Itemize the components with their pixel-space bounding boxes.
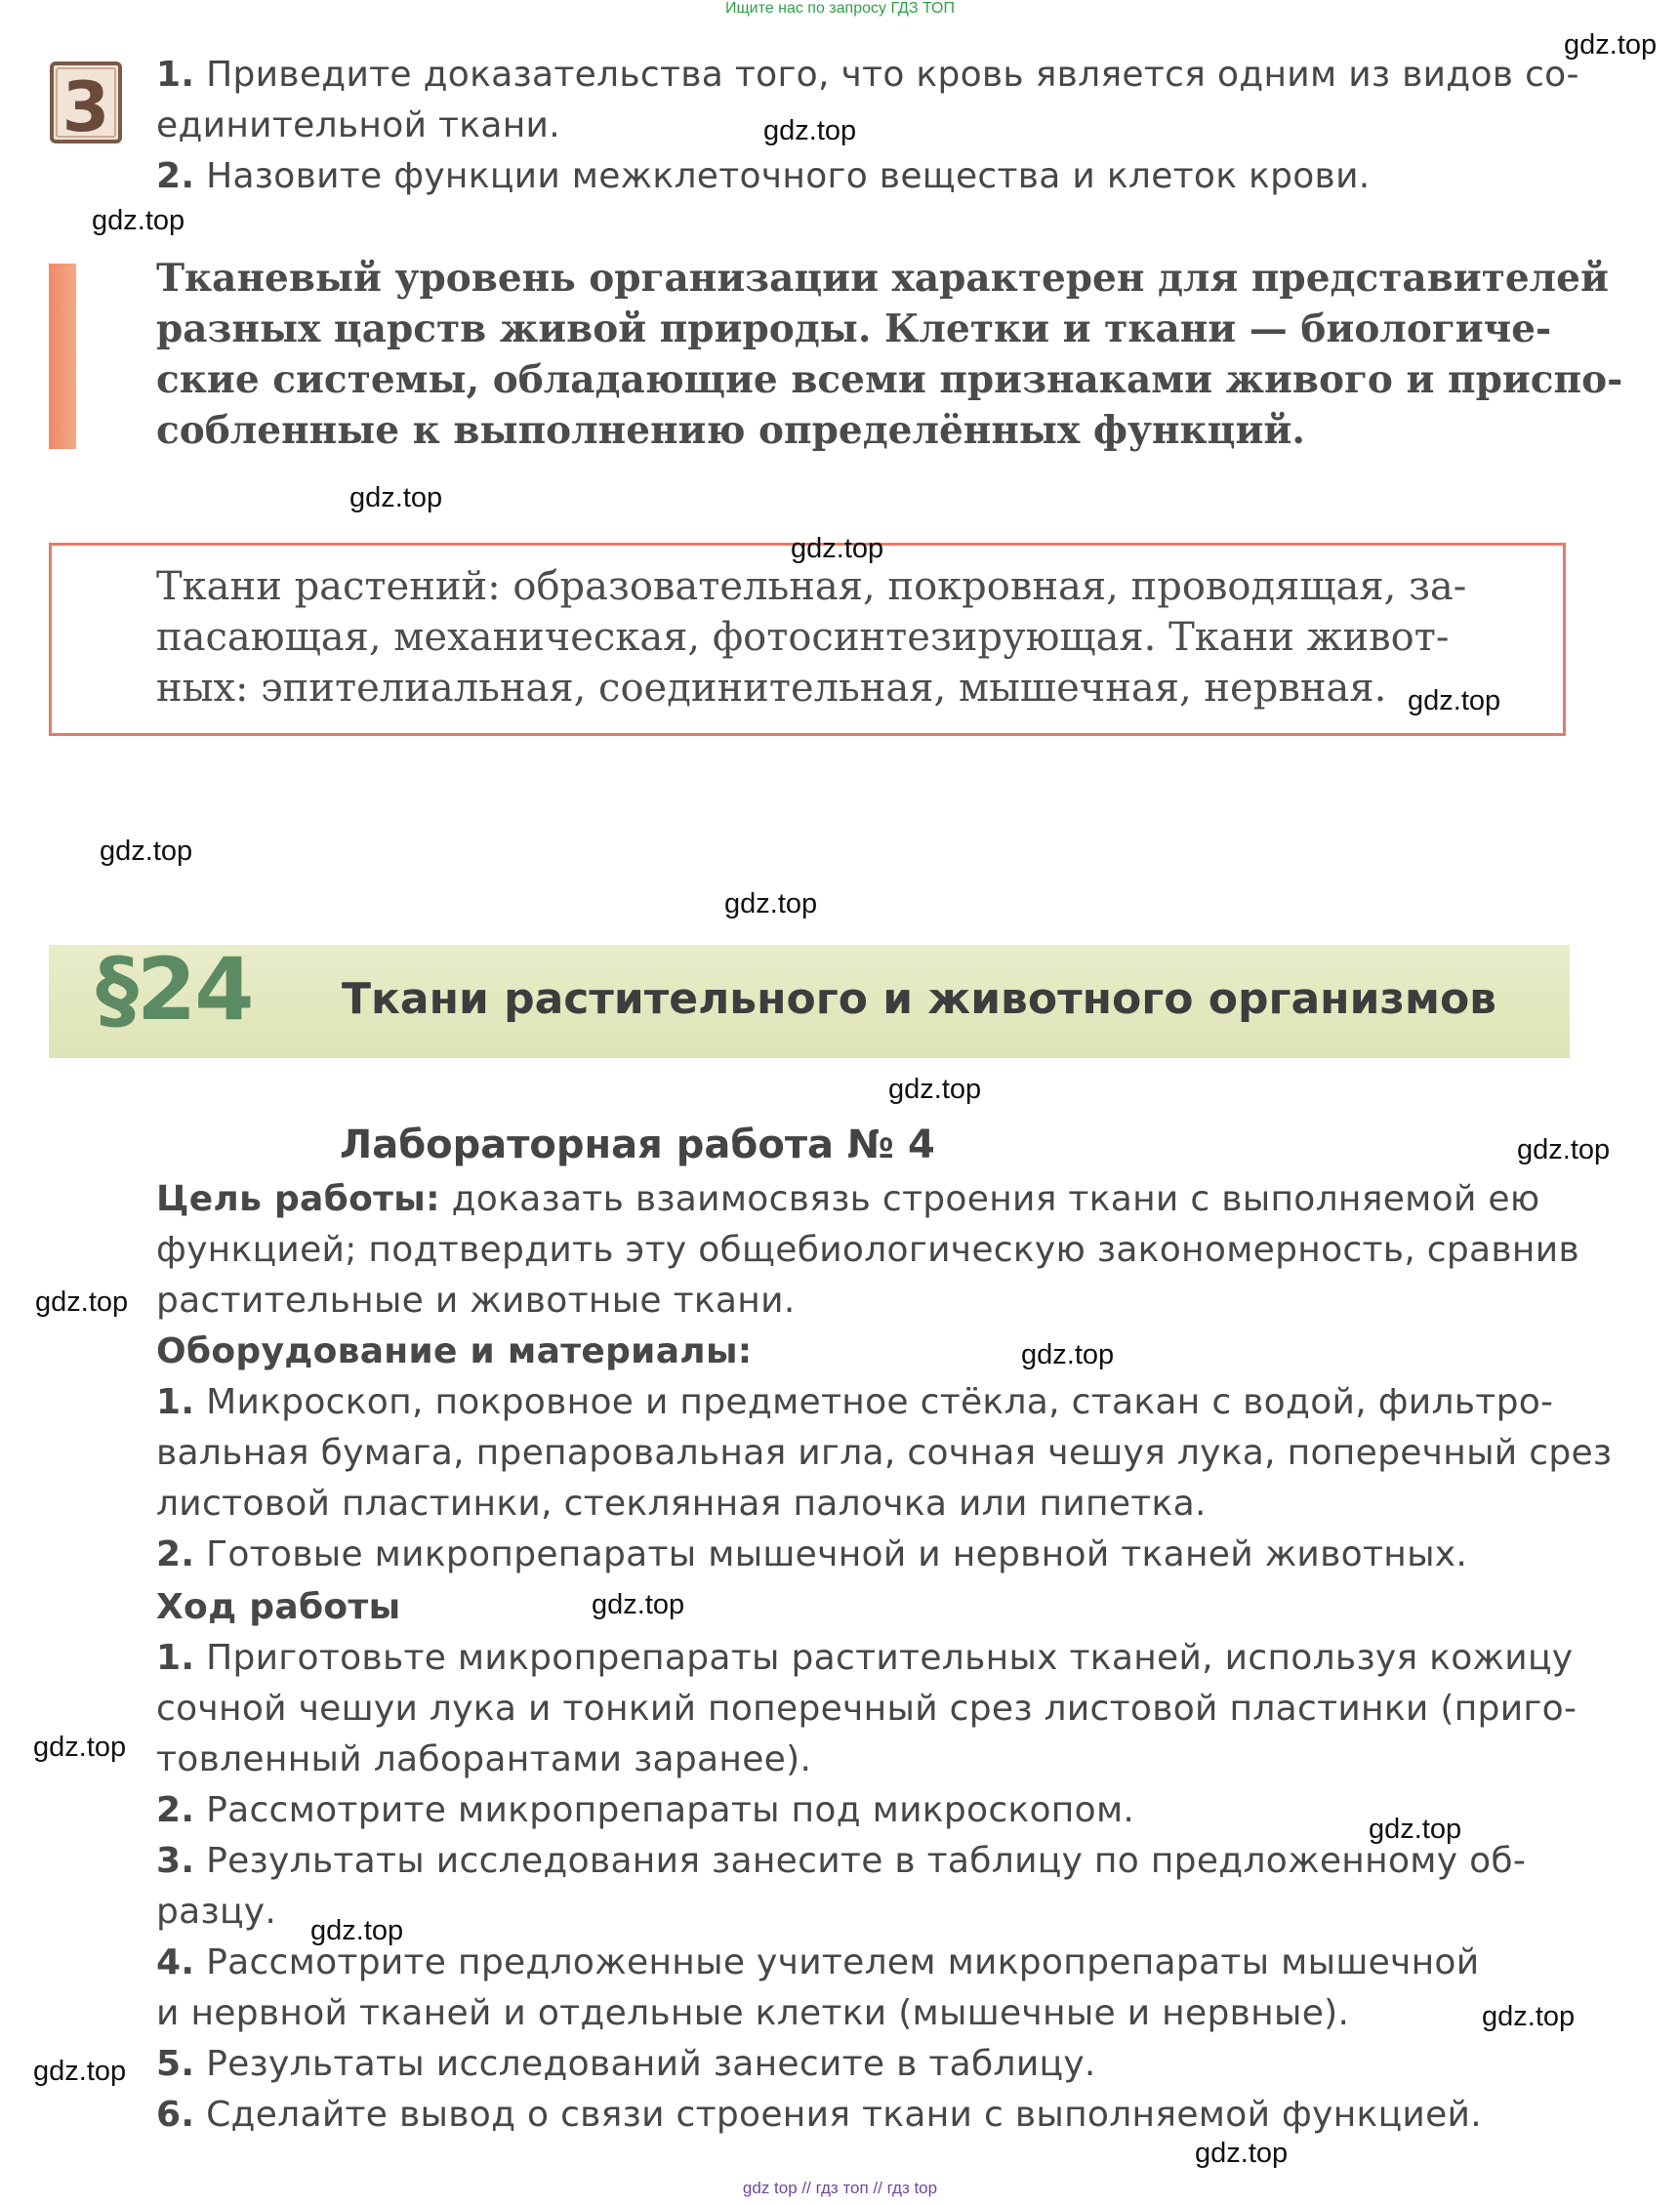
watermark: gdz.top xyxy=(888,1074,982,1105)
watermark: gdz.top xyxy=(791,533,884,564)
procedure-step-line: разцу. xyxy=(156,1892,277,1932)
equipment-label: Оборудование и материалы: xyxy=(156,1331,753,1371)
summary-line: Тканевый уровень организации характерен для представителей xyxy=(156,256,1609,301)
procedure-label: Ход работы xyxy=(156,1587,401,1627)
summary-line: разных царств живой природы. Клетки и ткани — биологиче- xyxy=(156,306,1552,351)
lab-goal-line: функцией; подтвердить эту общебиологическую закономерность, сравнив xyxy=(156,1230,1579,1270)
procedure-step: 3. Результаты исследования занесите в таблицу по предложенному об- xyxy=(156,1841,1527,1881)
questions-badge-number: 3 xyxy=(61,67,110,144)
question-1-line-1: 1. Приведите доказательства того, что кровь является одним из видов со- xyxy=(156,55,1579,95)
summary-line: ские системы, обладающие всеми признаками живого и приспо- xyxy=(156,357,1623,402)
procedure-step: 6. Сделайте вывод о связи строения ткани с выполняемой функцией. xyxy=(156,2095,1482,2135)
watermark: gdz.top xyxy=(33,1732,127,1763)
paragraph-number: §24 xyxy=(96,939,253,1040)
equipment-item-line: вальная бумага, препаровальная игла, сочная чешуя лука, поперечный срез xyxy=(156,1433,1613,1473)
watermark: gdz.top xyxy=(92,205,185,236)
lab-title: Лабораторная работа № 4 xyxy=(340,1123,935,1167)
watermark: gdz.top xyxy=(1482,2001,1576,2032)
watermark: gdz.top xyxy=(100,836,193,867)
question-1-line-2: единительной ткани. xyxy=(156,105,560,145)
tissues-box-line: Ткани растений: образовательная, покровная, проводящая, за- xyxy=(156,564,1467,609)
questions-badge-icon xyxy=(49,61,123,144)
procedure-step: 2. Рассмотрите микропрепараты под микроскопом. xyxy=(156,1790,1135,1830)
watermark: gdz.top xyxy=(1408,685,1501,716)
watermark: gdz.top xyxy=(592,1589,685,1620)
summary-line: собленные к выполнению определённых функций. xyxy=(156,408,1305,453)
footer-links[interactable]: gdz top // гдз топ // гдз top xyxy=(742,2179,938,2197)
watermark: gdz.top xyxy=(310,1915,404,1946)
equipment-item: 2. Готовые микропрепараты мышечной и нервной тканей животных. xyxy=(156,1534,1468,1574)
watermark: gdz.top xyxy=(1517,1134,1611,1165)
tissues-box-line: ных: эпителиальная, соединительная, мышечная, нервная. xyxy=(156,666,1387,711)
lab-goal-line: Цель работы: доказать взаимосвязь строения ткани с выполняемой ею xyxy=(156,1179,1540,1219)
procedure-step-line: и нервной тканей и отдельные клетки (мышечные и нервные). xyxy=(156,1993,1350,2033)
equipment-item-line: листовой пластинки, стеклянная палочка или пипетка. xyxy=(156,1484,1207,1524)
watermark: gdz.top xyxy=(33,2056,127,2087)
procedure-step-line: товленный лаборантами заранее). xyxy=(156,1739,812,1779)
summary-accent-bar xyxy=(49,264,76,449)
watermark: gdz.top xyxy=(349,482,443,513)
procedure-step: 4. Рассмотрите предложенные учителем микропрепараты мышечной xyxy=(156,1942,1480,1982)
watermark: gdz.top xyxy=(1564,29,1658,61)
watermark: gdz.top xyxy=(35,1286,129,1318)
procedure-step-line: сочной чешуи лука и тонкий поперечный срез листовой пластинки (приго- xyxy=(156,1689,1578,1729)
equipment-item: 1. Микроскоп, покровное и предметное стёкла, стакан с водой, фильтро- xyxy=(156,1382,1554,1422)
question-2: 2. Назовите функции межклеточного вещества и клеток крови. xyxy=(156,156,1371,196)
top-search-banner[interactable]: Ищите нас по запросу ГДЗ ТОП xyxy=(725,0,955,17)
procedure-step: 1. Приготовьте микропрепараты растительных тканей, используя кожицу xyxy=(156,1638,1574,1678)
watermark: gdz.top xyxy=(1195,2138,1289,2169)
lab-goal-line: растительные и животные ткани. xyxy=(156,1281,796,1321)
watermark: gdz.top xyxy=(1021,1339,1115,1370)
watermark: gdz.top xyxy=(1369,1814,1462,1845)
procedure-step: 5. Результаты исследований занесите в таблицу. xyxy=(156,2044,1096,2084)
watermark: gdz.top xyxy=(724,888,818,919)
tissues-box-line: пасающая, механическая, фотосинтезирующая. Ткани живот- xyxy=(156,615,1450,660)
paragraph-title: Ткани растительного и животного организмов xyxy=(342,974,1497,1024)
watermark: gdz.top xyxy=(763,115,857,146)
lab-goal-label: Цель работы: xyxy=(156,1179,440,1219)
